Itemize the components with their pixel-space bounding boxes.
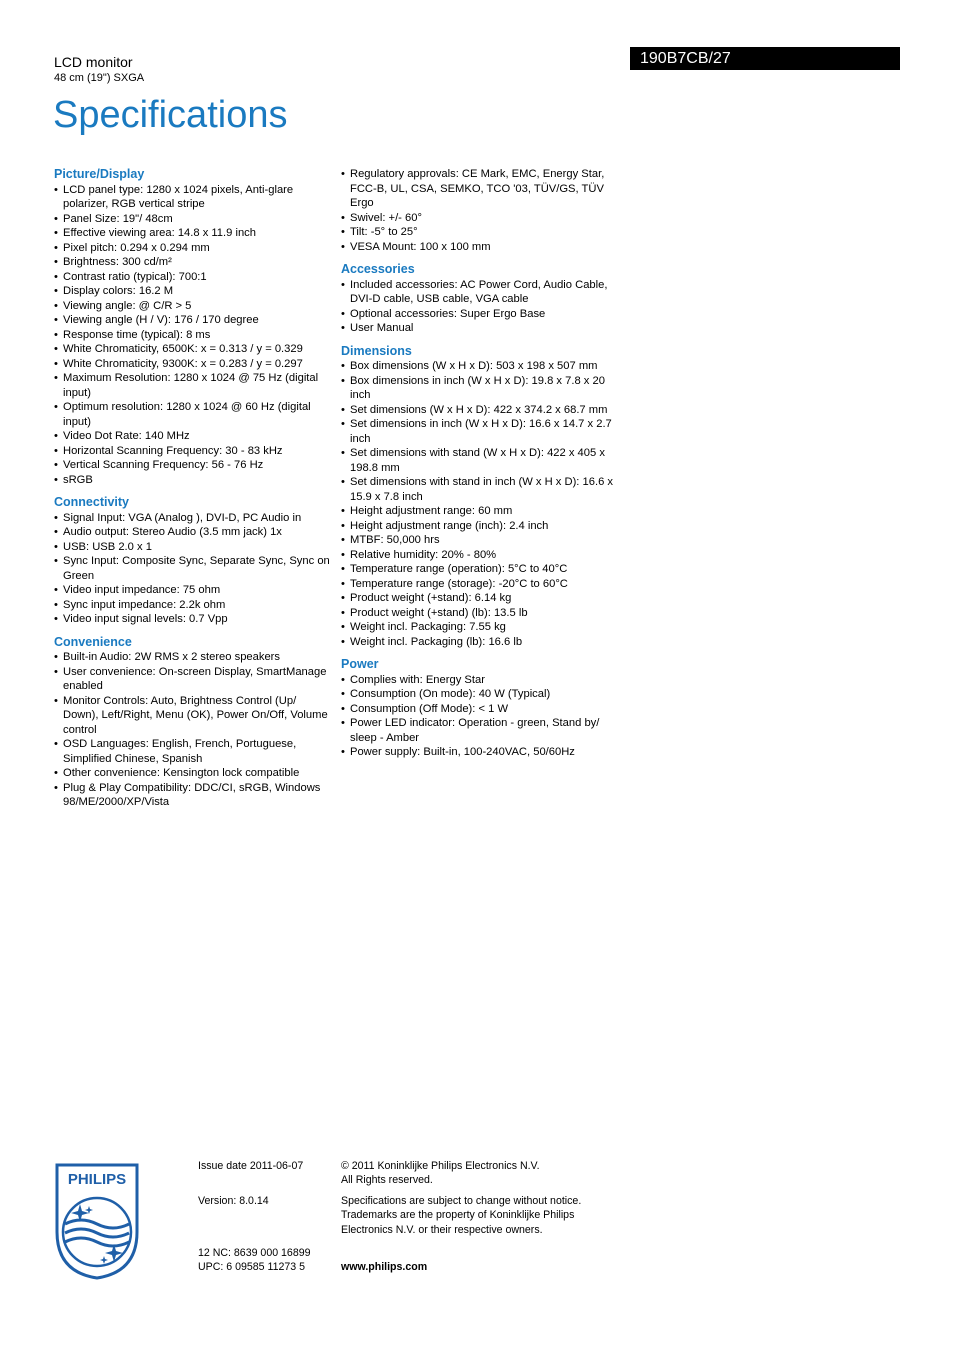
spec-item: • Set dimensions with stand in inch (W x H x D): 16.6 x 15.9 x 7.8 inch — [341, 475, 621, 504]
page-title: Specifications — [53, 94, 288, 136]
spec-item: • Complies with: Energy Star — [341, 673, 621, 688]
section-title: Picture/Display — [54, 167, 145, 181]
spec-item: • LCD panel type: 1280 x 1024 pixels, Anti-glare polarizer, RGB vertical stripe — [54, 183, 332, 212]
logo-text: PHILIPS — [67, 1171, 127, 1188]
spec-item: • Regulatory approvals: CE Mark, EMC, Energy Star, FCC-B, UL, CSA, SEMKO, TCO '03, TÜV/GS, TÜV Ergo — [341, 167, 621, 211]
spec-item: • MTBF: 50,000 hrs — [341, 533, 621, 548]
spec-item: • Set dimensions with stand (W x H x D): 422 x 405 x 198.8 mm — [341, 446, 621, 475]
spec-item: • Weight incl. Packaging (lb): 16.6 lb — [341, 635, 621, 650]
spec-item: • Temperature range (storage): -20°C to 60°C — [341, 577, 621, 592]
section-title: Convenience — [54, 634, 132, 649]
product-size: 48 cm (19") SXGA — [54, 72, 145, 84]
spec-item: • Viewing angle (H / V): 176 / 170 degree — [54, 313, 332, 328]
spec-item: • Swivel: +/- 60° — [341, 211, 621, 226]
spec-item: • Plug & Play Compatibility: DDC/CI, sRGB, Windows 98/ME/2000/XP/Vista — [54, 781, 332, 810]
spec-item: • Consumption (On mode): 40 W (Typical) — [341, 687, 621, 702]
spec-item: • Power LED indicator: Operation - green, Stand by/ sleep - Amber — [341, 716, 621, 745]
spec-item: • VESA Mount: 100 x 100 mm — [341, 240, 621, 255]
spec-item: • Optimum resolution: 1280 x 1024 @ 60 Hz (digital input) — [54, 400, 332, 429]
spec-item: • User convenience: On-screen Display, SmartManage enabled — [54, 665, 332, 694]
spec-item: • Consumption (Off Mode): < 1 W — [341, 702, 621, 717]
notice-line-1: Specifications are subject to change without notice. — [341, 1195, 582, 1207]
spec-item: • Display colors: 16.2 M — [54, 284, 332, 299]
spec-item: • Brightness: 300 cd/m² — [54, 255, 332, 270]
spec-list — [341, 278, 621, 336]
spec-item: • Sync input impedance: 2.2k ohm — [54, 598, 332, 613]
spec-item: • Power supply: Built-in, 100-240VAC, 50/60Hz — [341, 745, 621, 760]
spec-column-left — [54, 167, 332, 818]
version: Version: 8.0.14 — [198, 1195, 269, 1207]
spec-item: • Signal Input: VGA (Analog ), DVI-D, PC Audio in — [54, 511, 332, 526]
spec-item: • Optional accessories: Super Ergo Base — [341, 307, 621, 322]
spec-item: • Height adjustment range: 60 mm — [341, 504, 621, 519]
spec-item: • White Chromaticity, 9300K: x = 0.283 / y = 0.297 — [54, 357, 332, 372]
spec-item: • Contrast ratio (typical): 700:1 — [54, 270, 332, 285]
spec-item: • Pixel pitch: 0.294 x 0.294 mm — [54, 241, 332, 256]
website-link[interactable]: www.philips.com — [341, 1261, 428, 1273]
spec-item: • Viewing angle: @ C/R > 5 — [54, 299, 332, 314]
spec-item: • Product weight (+stand): 6.14 kg — [341, 591, 621, 606]
spec-item: • Set dimensions (W x H x D): 422 x 374.2 x 68.7 mm — [341, 403, 621, 418]
model-number: 190B7CB/27 — [630, 47, 900, 70]
spec-list — [54, 511, 332, 627]
notice-line-2: Trademarks are the property of Koninklijke Philips — [341, 1209, 575, 1221]
spec-item: • Monitor Controls: Auto, Brightness Control (Up/ Down), Left/Right, Menu (OK), Power On/Off, Volume control — [54, 694, 332, 738]
section-title: Power — [341, 657, 379, 671]
spec-list — [341, 673, 621, 760]
spec-item: • OSD Languages: English, French, Portuguese, Simplified Chinese, Spanish — [54, 737, 332, 766]
copyright-line-2: All Rights reserved. — [341, 1174, 433, 1186]
spec-item: • Video input impedance: 75 ohm — [54, 583, 332, 598]
copyright-line-1: © 2011 Koninklijke Philips Electronics N.V. — [341, 1160, 540, 1172]
spec-item: • Built-in Audio: 2W RMS x 2 stereo speakers — [54, 650, 332, 665]
spec-item: • Video input signal levels: 0.7 Vpp — [54, 612, 332, 627]
upc-number: UPC: 6 09585 11273 5 — [198, 1261, 305, 1273]
product-type: LCD monitor — [54, 54, 133, 70]
spec-item: • White Chromaticity, 6500K: x = 0.313 / y = 0.329 — [54, 342, 332, 357]
spec-item: • Box dimensions (W x H x D): 503 x 198 x 507 mm — [341, 359, 621, 374]
spec-column-right — [341, 167, 621, 768]
spec-item: • Weight incl. Packaging: 7.55 kg — [341, 620, 621, 635]
spec-list — [341, 167, 621, 254]
philips-shield-logo — [54, 1162, 140, 1280]
spec-item: • sRGB — [54, 473, 332, 488]
section-title: Dimensions — [341, 343, 412, 358]
notice-line-3: Electronics N.V. or their respective owners. — [341, 1224, 543, 1236]
issue-date: Issue date 2011-06-07 — [198, 1160, 304, 1172]
spec-item: • Height adjustment range (inch): 2.4 inch — [341, 519, 621, 534]
section-title: Accessories — [341, 262, 415, 276]
spec-item: • Product weight (+stand) (lb): 13.5 lb — [341, 606, 621, 621]
spec-item: • Set dimensions in inch (W x H x D): 16.6 x 14.7 x 2.7 inch — [341, 417, 621, 446]
spec-item: • USB: USB 2.0 x 1 — [54, 540, 332, 555]
spec-item: • Sync Input: Composite Sync, Separate Sync, Sync on Green — [54, 554, 332, 583]
spec-item: • Effective viewing area: 14.8 x 11.9 inch — [54, 226, 332, 241]
spec-item: • Video Dot Rate: 140 MHz — [54, 429, 332, 444]
spec-item: • Other convenience: Kensington lock compatible — [54, 766, 332, 781]
spec-item: • Box dimensions in inch (W x H x D): 19.8 x 7.8 x 20 inch — [341, 374, 621, 403]
spec-list — [54, 650, 332, 810]
nc-number: 12 NC: 8639 000 16899 — [198, 1247, 311, 1259]
spec-item: • Maximum Resolution: 1280 x 1024 @ 75 Hz (digital input) — [54, 371, 332, 400]
spec-item: • User Manual — [341, 321, 621, 336]
spec-item: • Panel Size: 19"/ 48cm — [54, 212, 332, 227]
spec-item: • Horizontal Scanning Frequency: 30 - 83 kHz — [54, 444, 332, 459]
spec-list — [54, 183, 332, 488]
spec-item: • Response time (typical): 8 ms — [54, 328, 332, 343]
spec-item: • Audio output: Stereo Audio (3.5 mm jack) 1x — [54, 525, 332, 540]
spec-item: • Relative humidity: 20% - 80% — [341, 548, 621, 563]
spec-item: • Included accessories: AC Power Cord, Audio Cable, DVI-D cable, USB cable, VGA cable — [341, 278, 621, 307]
spec-item: • Tilt: -5° to 25° — [341, 225, 621, 240]
spec-list — [341, 359, 621, 649]
spec-item: • Vertical Scanning Frequency: 56 - 76 Hz — [54, 458, 332, 473]
section-title: Connectivity — [54, 495, 130, 509]
spec-item: • Temperature range (operation): 5°C to 40°C — [341, 562, 621, 577]
